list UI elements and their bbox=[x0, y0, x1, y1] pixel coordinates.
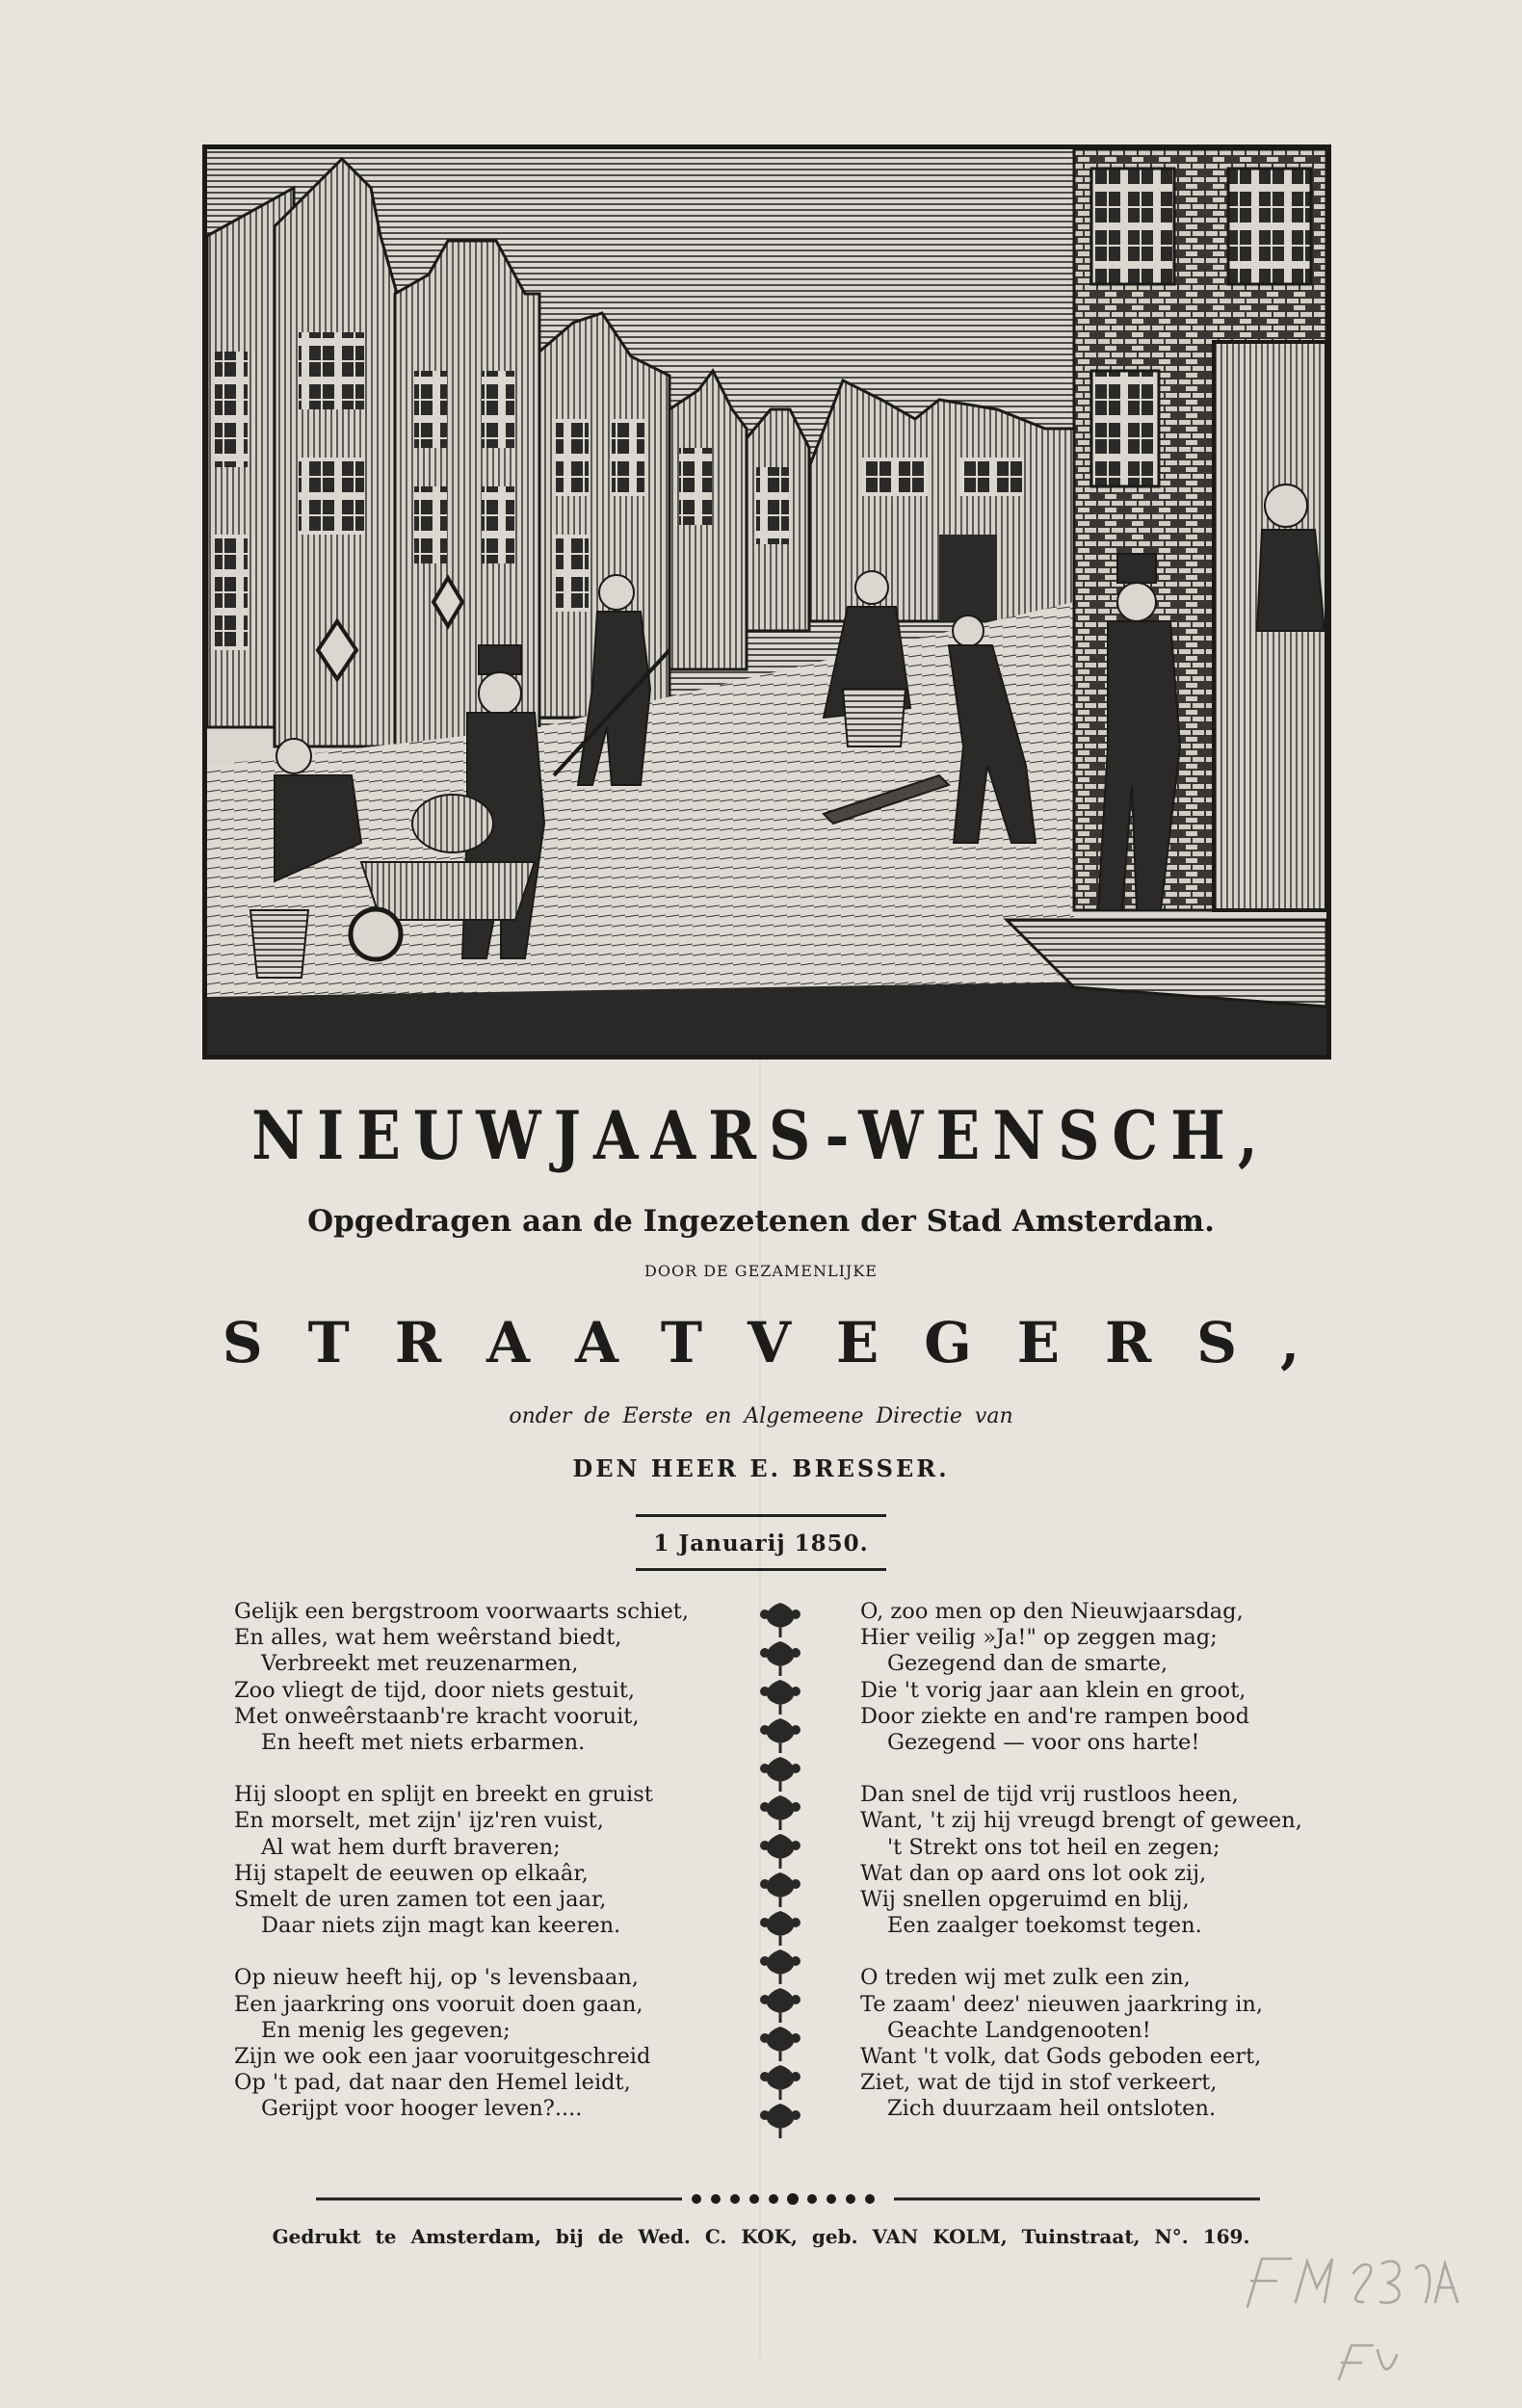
poem-line: Hij stapelt de eeuwen op elkaâr, bbox=[234, 1860, 589, 1886]
poem-line: Dan snel de tijd vrij rustloos heen, bbox=[860, 1782, 1239, 1808]
poem-line: Verbreekt met reuzenarmen, bbox=[261, 1651, 579, 1677]
poem-line: Die 't vorig jaar aan klein en groot, bbox=[860, 1677, 1246, 1703]
stanza bbox=[234, 1965, 716, 2122]
poem-line: Door ziekte en and're rampen bood bbox=[860, 1703, 1249, 1729]
poem-line: En heeft met niets erbarmen. bbox=[261, 1730, 586, 1756]
poem-line: Gelijk een bergstroom voorwaarts schiet, bbox=[234, 1599, 690, 1624]
poem-line: Met onweêrstaanb're kracht vooruit, bbox=[234, 1703, 640, 1729]
poem-line: Wij snellen opgeruimd en blij, bbox=[860, 1887, 1190, 1913]
dedication-line: Opgedragen aan de Ingezetenen der Stad Amsterdam. bbox=[307, 1204, 1215, 1239]
poem-line: Zoo vliegt de tijd, door niets gestuit, bbox=[234, 1677, 636, 1703]
poem-line: Want 't volk, dat Gods geboden eert, bbox=[860, 2044, 1262, 2070]
poem-line: Gerijpt voor hooger leven?.... bbox=[261, 2096, 583, 2122]
poem-line: Hij sloopt en splijt en breekt en gruist bbox=[234, 1782, 653, 1808]
poem-line: O treden wij met zulk een zin, bbox=[860, 1965, 1191, 1991]
poem-line: Smelt de uren zamen tot een jaar, bbox=[234, 1887, 607, 1913]
stanza bbox=[860, 1599, 1313, 1756]
byline: DOOR DE GEZAMENLIJKE bbox=[644, 1262, 878, 1280]
poem-line: Op nieuw heeft hij, op 's levensbaan, bbox=[234, 1965, 639, 1991]
poem-line: Geachte Landgenooten! bbox=[887, 2017, 1151, 2043]
poem-line: Te zaam' deez' nieuwen jaarkring in, bbox=[860, 1991, 1264, 2017]
poem-line: En morselt, met zijn' ijz'ren vuist, bbox=[234, 1808, 604, 1834]
poem-line: Een jaarkring ons vooruit doen gaan, bbox=[234, 1991, 643, 2017]
date-label: 1 Januarij 1850. bbox=[636, 1514, 886, 1571]
poem-line: Op 't pad, dat naar den Hemel leidt, bbox=[234, 2070, 631, 2096]
guild-name: STRAATVEGERS, bbox=[222, 1310, 1346, 1375]
poem-line: Gezegend — voor ons harte! bbox=[887, 1730, 1200, 1756]
poem-right-column bbox=[860, 1599, 1313, 2149]
poem-line: En alles, wat hem weêrstand biedt, bbox=[234, 1625, 622, 1651]
poem-line: Zich duurzaam heil ontsloten. bbox=[887, 2096, 1217, 2122]
stanza bbox=[234, 1782, 716, 1939]
floral-ornament-column bbox=[751, 1599, 809, 2158]
stanza bbox=[860, 1965, 1313, 2122]
poem-line: Zijn we ook een jaar vooruitgeschreid bbox=[234, 2044, 651, 2070]
poster-title: NIEUWJAARS-WENSCH, bbox=[251, 1097, 1271, 1176]
poem-line: Hier veilig »Ja!" op zeggen mag; bbox=[860, 1625, 1218, 1651]
archive-pencil-annotation bbox=[1238, 2235, 1469, 2398]
stanza bbox=[860, 1782, 1313, 1939]
poem-line: Wat dan op aard ons lot ook zij, bbox=[860, 1860, 1207, 1886]
poem-line: Een zaalger toekomst tegen. bbox=[887, 1913, 1202, 1939]
ornamental-rule bbox=[316, 2191, 1260, 2205]
poem-line: Al wat hem durft braveren; bbox=[261, 1834, 561, 1860]
poem-line: Want, 't zij hij vreugd brengt of geween, bbox=[860, 1808, 1302, 1834]
poem-left-column bbox=[234, 1599, 716, 2149]
poem-line: O, zoo men op den Nieuwjaarsdag, bbox=[860, 1599, 1244, 1624]
poem-line: 't Strekt ons tot heil en zegen; bbox=[887, 1834, 1220, 1860]
directorate-line: onder de Eerste en Algemeene Directie van bbox=[509, 1404, 1013, 1428]
poem-line: Ziet, wat de tijd in stof verkeert, bbox=[860, 2070, 1218, 2096]
poem-line: En menig les gegeven; bbox=[261, 2017, 511, 2043]
stanza bbox=[234, 1599, 716, 1756]
poem-line: Gezegend dan de smarte, bbox=[887, 1651, 1168, 1677]
director-name: DEN HEER E. BRESSER. bbox=[572, 1454, 950, 1482]
woodcut-illustration bbox=[202, 144, 1331, 1060]
poem-line: Daar niets zijn magt kan keeren. bbox=[261, 1913, 621, 1939]
printer-imprint: Gedrukt te Amsterdam, bij de Wed. C. KOK, geb. VAN KOLM, Tuinstraat, N°. 169. bbox=[272, 2225, 1250, 2248]
